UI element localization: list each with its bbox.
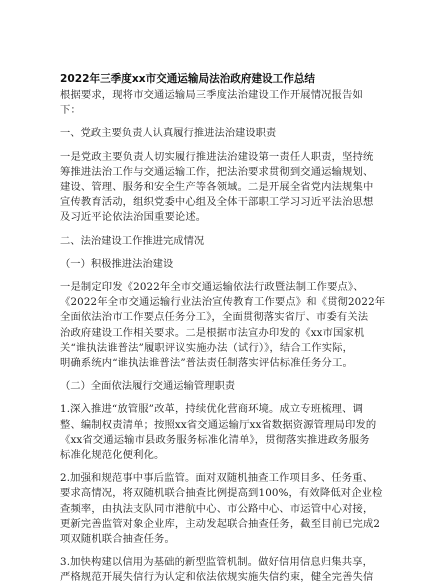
intro-line: 下： — [60, 104, 81, 117]
section1-paragraph — [60, 150, 386, 226]
item2-line: 项双随机联合抽查任务。 — [60, 533, 175, 546]
item3-paragraph — [60, 555, 386, 585]
section1-line: 一是党政主要负责人切实履行推进法治建设第一责任人职责，坚持统 — [60, 150, 374, 163]
item2-line: 更新完善监管对象企业库，主动发起联合抽查任务，截至目前已完成2 — [60, 517, 381, 530]
subsection1-line: 治政府建设工作相关要求。二是根据市法宣办印发的《xx市国家机 — [60, 326, 365, 339]
item3-line: 3.加快构建以信用为基础的新型监管机制。做好信用信息归集共享， — [60, 556, 374, 569]
section1-heading: 一、党政主要负责人认真履行推进法治建设职责 — [60, 127, 277, 140]
subsection1-line: 一是制定印发《2022年全市交通运输依法行政暨法制工作要点》、 — [60, 281, 364, 294]
section2-heading: 二、法治建设工作推进完成情况 — [60, 234, 205, 247]
subsection1-heading: （一）积极推进法治建设 — [60, 257, 174, 270]
intro-line: 根据要求，现将市交通运输局三季度法治建设工作开展情况报告如 — [60, 89, 363, 101]
item2-line: 查频率，由执法支队同市港航中心、市公路中心、市运管中心对接， — [60, 502, 374, 515]
subsection1-paragraph — [60, 280, 386, 371]
item1-line: 《xx省交通运输市县政务服务标准化清单》，贯彻落实推进政务服务 — [60, 433, 370, 446]
item1-paragraph — [60, 402, 386, 463]
item2-line: 要求高情况，将双随机联合抽查比例提高到100%，有效降低对企业检 — [60, 487, 383, 500]
subsection1-line: 明确系统内“谁执法谁普法”普法责任制落实评估标准任务分工。 — [60, 357, 353, 370]
section1-line: 筹推进法治工作与交通运输工作，把法治要求贯彻到交通运输规划、 — [60, 165, 374, 178]
item3-line: 严格规范开展失信行为认定和依法依规实施失信约束，健全完善失信 — [60, 571, 374, 584]
item2-paragraph — [60, 471, 386, 547]
section1-line: 建设、管理、服务和安全生产等各领域。二是开展全省党内法规集中 — [60, 181, 374, 194]
item2-line: 2.加强和规范事中事后监管。面对双随机抽查工作项目多、任务重、 — [60, 472, 374, 485]
subsection1-line: 全面依法治市工作要点任务分工》，全面贯彻落实省厅、市委有关法 — [60, 311, 369, 324]
item1-line: 整、编制权责清单；按照xx省交通运输厅xx省数据资源管理局印发的 — [60, 418, 377, 431]
document-title: 2022年三季度xx市交通运输局法治政府建设工作总结 — [60, 73, 316, 85]
subsection1-line: 关“谁执法谁普法”履职评议实施办法（试行）》，结合工作实际， — [60, 341, 354, 354]
item1-line: 标准化规范化便利化。 — [60, 449, 165, 462]
intro-paragraph — [60, 88, 386, 118]
subsection2-heading: （二）全面依法履行交通运输管理职责 — [60, 380, 236, 393]
section1-line: 宣传教育活动，组织党委中心组及全体干部职工学习习近平法治思想 — [60, 196, 374, 209]
subsection1-line: 《2022年全市交通运输行业法治宣传教育工作要点》和《贯彻2022年 — [60, 296, 386, 309]
section1-line: 及习近平论依法治国重要论述。 — [60, 211, 207, 224]
item1-line: 1.深入推进“放管服”改革，持续优化营商环境。成立专班梳理、调 — [60, 403, 364, 416]
